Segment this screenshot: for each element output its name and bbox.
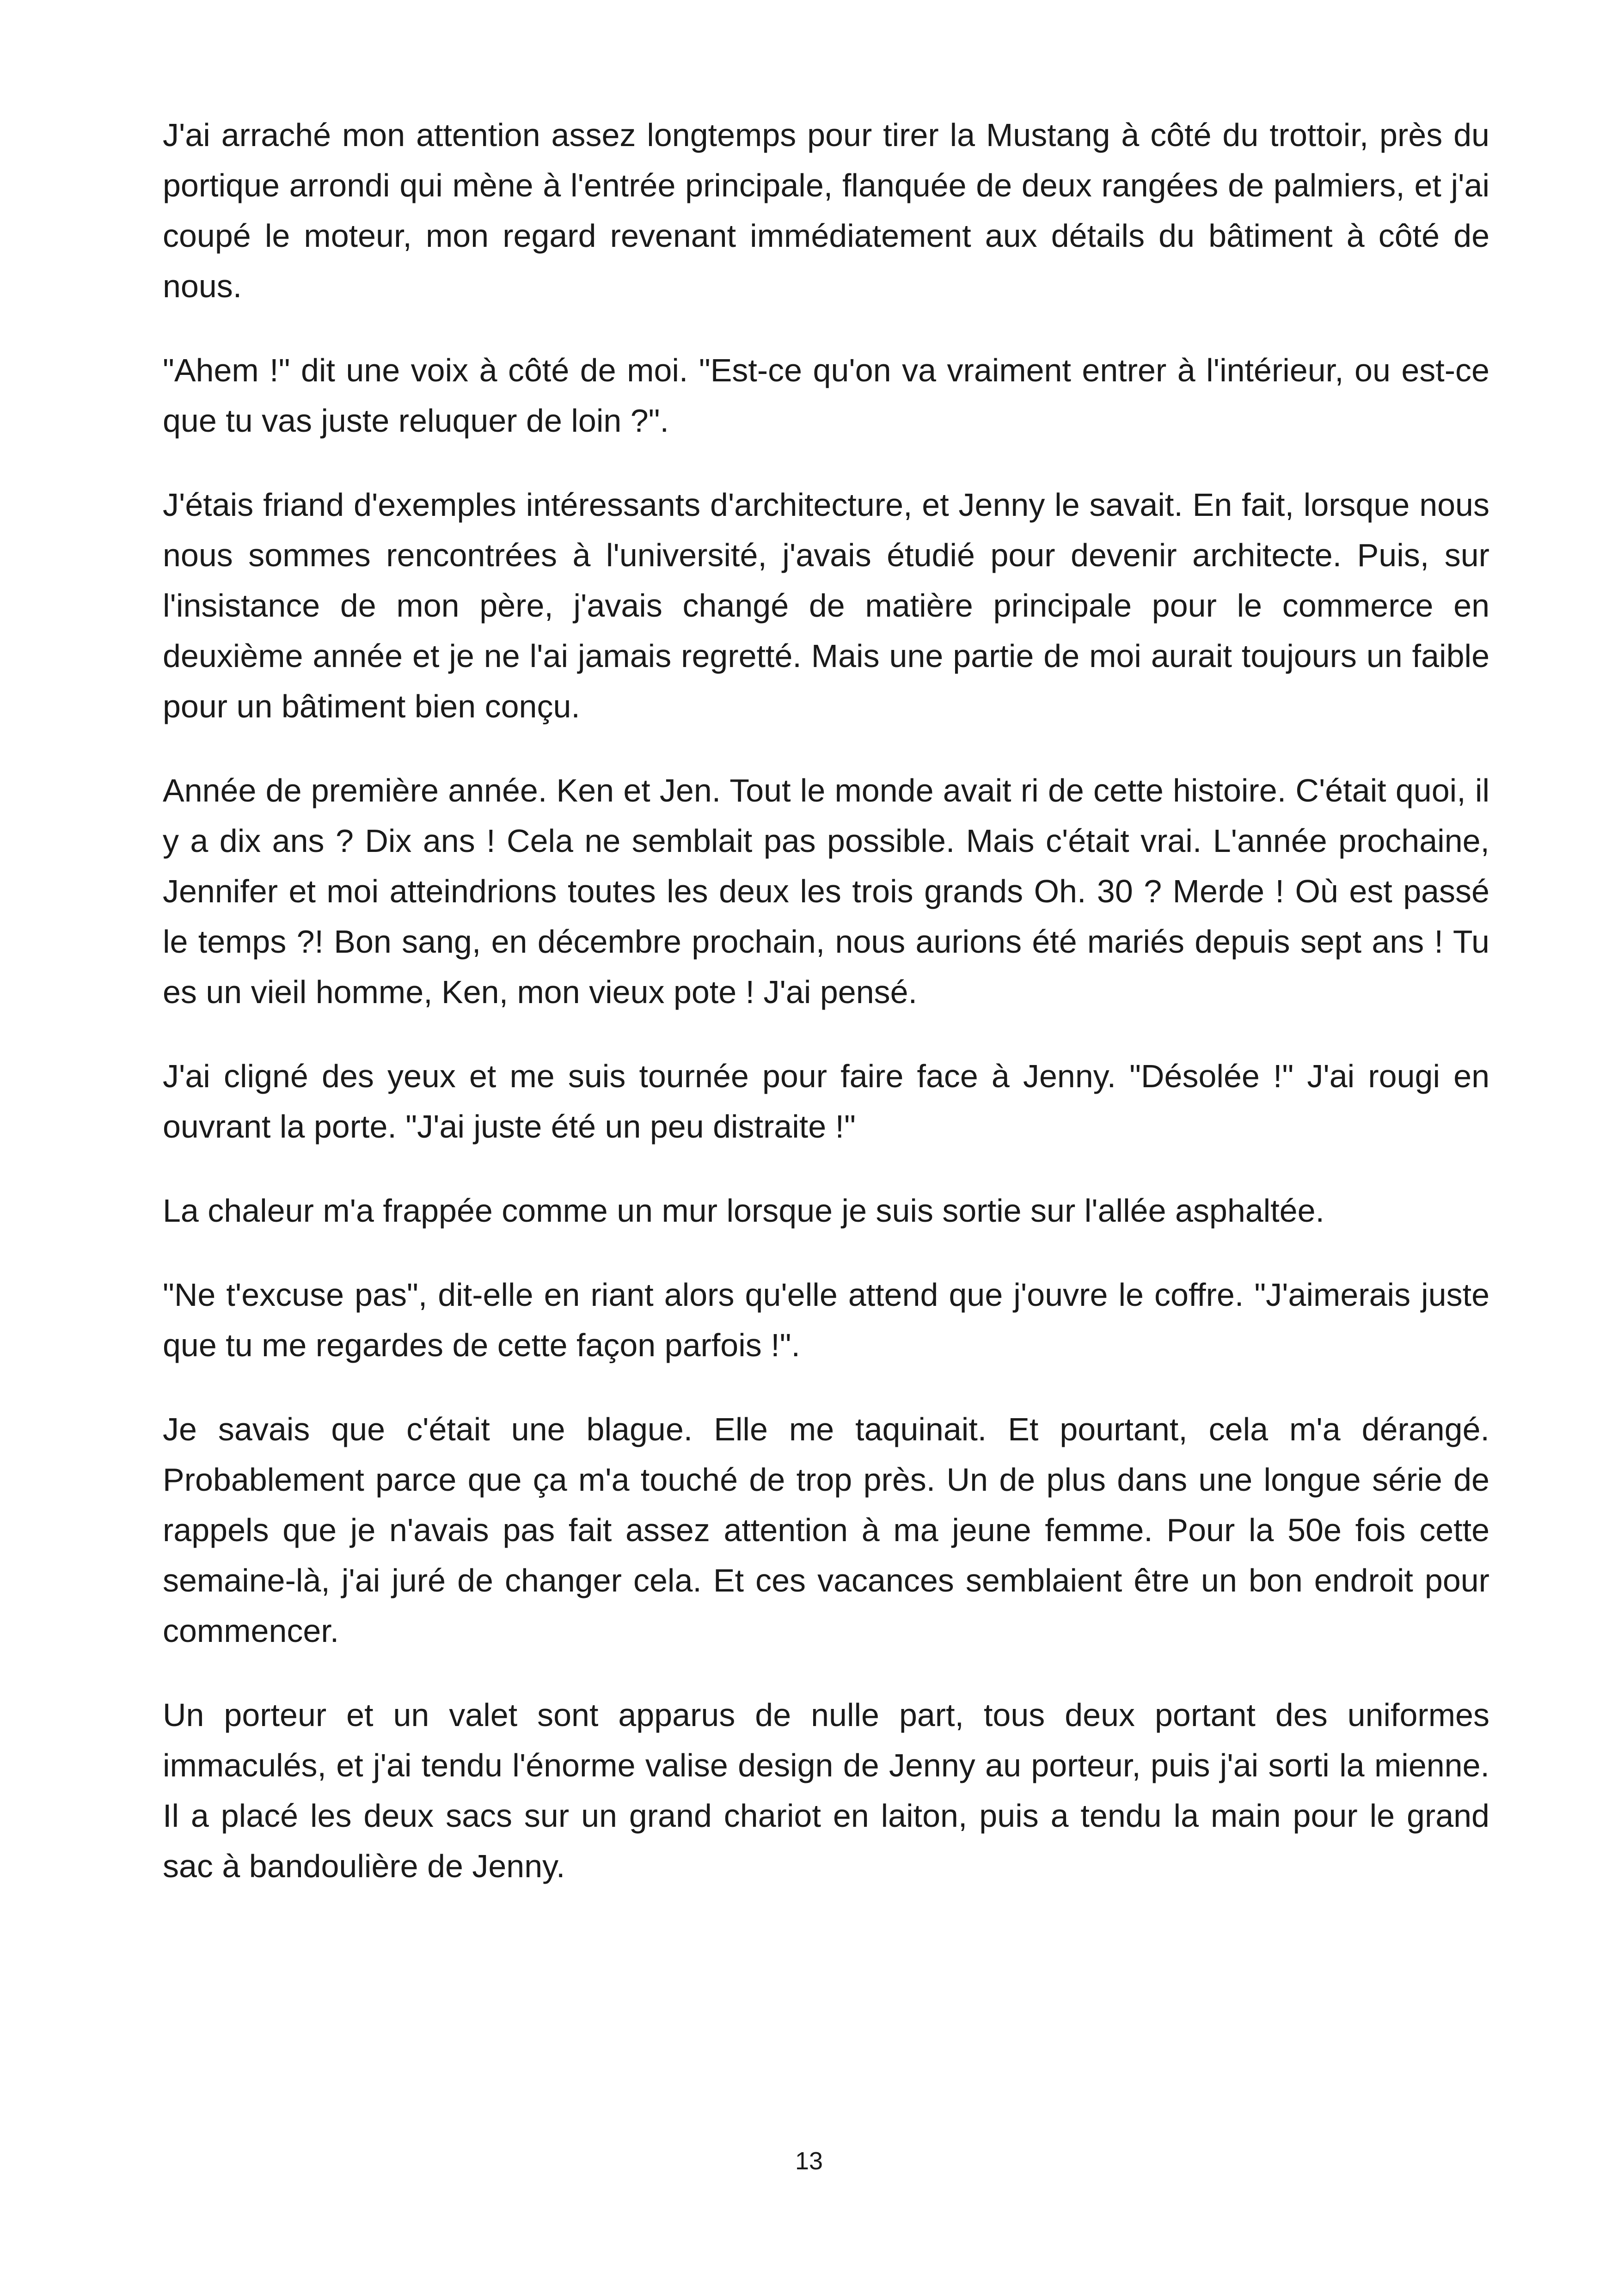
paragraph-4: Année de première année. Ken et Jen. Tout le monde avait ri de cette histoire. C'était quoi, il y a dix ans ? Dix ans ! Cela ne semblait pas possible. Mais c'était vrai. L'année prochaine, Jennifer et moi atteindrions toutes les deux les trois grands Oh. 30 ? Merde ! Où est passé le temps ?! Bon sang, en décembre prochain, nous aurions été mariés depuis sept ans ! Tu es un vieil homme, Ken, mon vieux pote ! J'ai pensé.: [163, 772, 1489, 1010]
page-number: 13: [795, 2147, 823, 2175]
paragraph-1: J'ai arraché mon attention assez longtemps pour tirer la Mustang à côté du trottoir, près du portique arrondi qui mène à l'entrée principale, flanquée de deux rangées de palmiers, et j'ai coupé le moteur, mon regard revenant immédiatement aux détails du bâtiment à côté de nous.: [163, 117, 1489, 304]
paragraph-7: "Ne t'excuse pas", dit-elle en riant alors qu'elle attend que j'ouvre le coffre. "J'aimerais juste que tu me regardes de cette façon parfois !".: [163, 1277, 1489, 1363]
paragraph-3: J'étais friand d'exemples intéressants d'architecture, et Jenny le savait. En fait, lorsque nous nous sommes rencontrées à l'université, j'avais étudié pour devenir architecte. Puis, sur l'insistance de mon père, j'avais changé de matière principale pour le commerce en deuxième année et je ne l'ai jamais regretté. Mais une partie de moi aurait toujours un faible pour un bâtiment bien conçu.: [163, 487, 1489, 724]
paragraph-6: La chaleur m'a frappée comme un mur lorsque je suis sortie sur l'allée asphaltée.: [163, 1193, 1324, 1229]
body-text: [163, 110, 1489, 1892]
paragraph-9: Un porteur et un valet sont apparus de nulle part, tous deux portant des uniformes immaculés, et j'ai tendu l'énorme valise design de Jenny au porteur, puis j'ai sorti la mienne. Il a placé les deux sacs sur un grand chariot en laiton, puis a tendu la main pour le grand sac à bandoulière de Jenny.: [163, 1697, 1489, 1884]
paragraph-8: Je savais que c'était une blague. Elle me taquinait. Et pourtant, cela m'a dérangé. Probablement parce que ça m'a touché de trop près. Un de plus dans une longue série de rappels que je n'avais pas fait assez attention à ma jeune femme. Pour la 50e fois cette semaine-là, j'ai juré de changer cela. Et ces vacances semblaient être un bon endroit pour commencer.: [163, 1411, 1489, 1649]
paragraph-5: J'ai cligné des yeux et me suis tournée pour faire face à Jenny. "Désolée !" J'ai rougi en ouvrant la porte. "J'ai juste été un peu distraite !": [163, 1058, 1489, 1145]
paragraph-2: "Ahem !" dit une voix à côté de moi. "Est-ce qu'on va vraiment entrer à l'intérieur, ou est-ce que tu vas juste reluquer de loin ?".: [163, 352, 1489, 439]
